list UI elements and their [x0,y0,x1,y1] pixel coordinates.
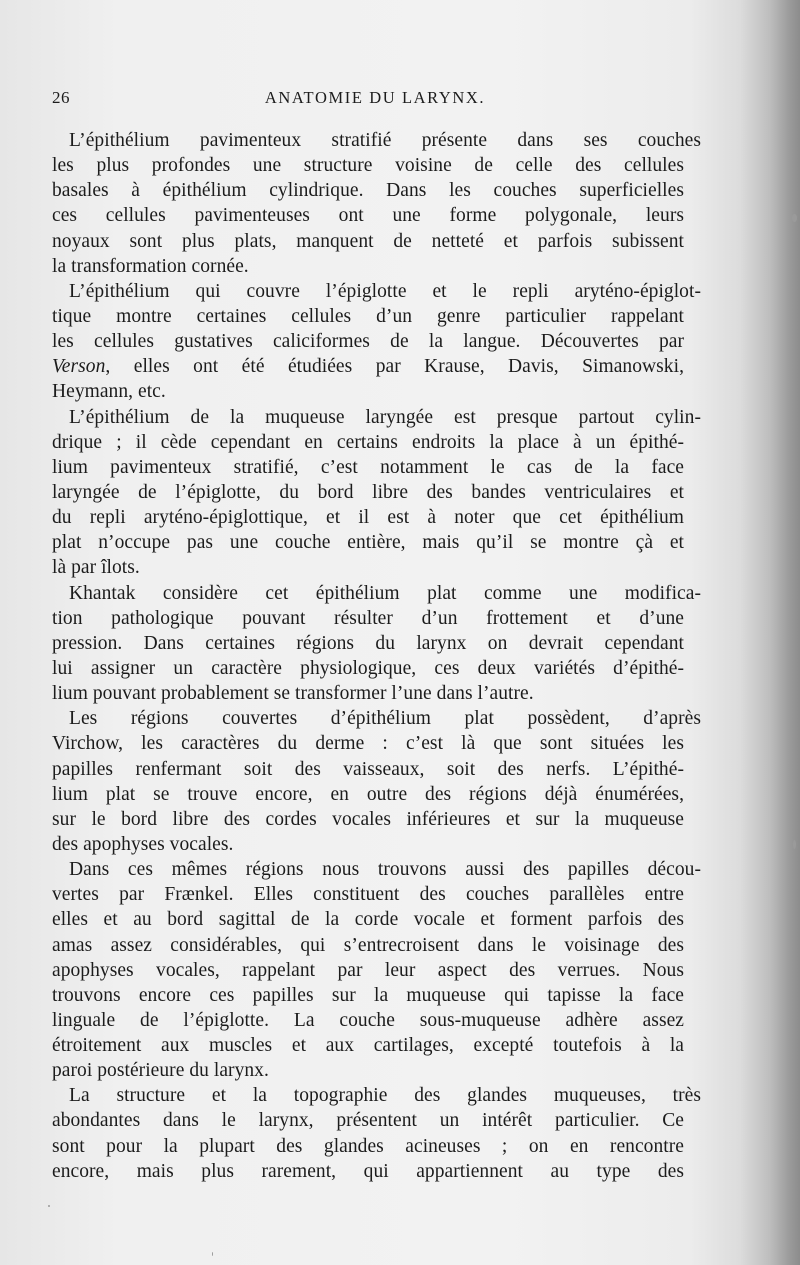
text-line: les plus profondes une structure voisine de celle des cellules [52,155,684,177]
text-line: Dans ces mêmes régions nous trouvons aussi des papilles décou- [69,859,701,881]
text-line: lium pouvant probablement se transformer l’une dans l’autre. [52,683,534,705]
text-line: encore, mais plus rarement, qui appartiennent au type des [52,1160,684,1182]
page-number: 26 [52,88,70,107]
text-line: Verson, elles ont été étudiées par Krause, Davis, Simanowski, [52,356,684,378]
scan-speck [212,1252,213,1256]
text-line: étroitement aux muscles et aux cartilages, excepté toutefois à la [52,1035,684,1057]
text-line: trouvons encore ces papilles sur la muqueuse qui tapisse la face [52,984,684,1006]
paragraph [52,581,701,707]
body-text [52,128,701,1184]
text-line: là par îlots. [52,557,140,579]
text-line: lium plat se trouve encore, en outre des régions déjà énumérées, [52,783,684,805]
paragraph [52,857,701,1083]
text-line: abondantes dans le larynx, présentent un intérêt particulier. Ce [52,1110,684,1132]
paragraph [52,405,701,581]
text-line: laryngée de l’épiglotte, du bord libre des bandes ventriculaires et [52,481,684,503]
text-line: lium pavimenteux stratifié, c’est notamment le cas de la face [52,456,684,478]
text-line: La structure et la topographie des glandes muqueuses, très [69,1085,701,1107]
text-line: plat n’occupe pas une couche entière, mais qu’il se montre çà et [52,532,684,554]
paragraph [52,279,701,405]
text-line: L’épithélium pavimenteux stratifié présente dans ses couches [69,130,701,151]
scan-speck [48,1205,50,1207]
text-line: ces cellules pavimenteuses ont une forme polygonale, leurs [52,205,684,227]
text-line: noyaux sont plus plats, manquent de netteté et parfois subissent [52,230,684,252]
text-line: pression. Dans certaines régions du larynx on devrait cependant [52,632,684,654]
text-line: amas assez considérables, qui s’entrecroisent dans le voisinage des [52,934,684,956]
scan-speck [793,840,796,849]
text-line: tique montre certaines cellules d’un genre particulier rappelant [52,305,684,327]
text-line: apophyses vocales, rappelant par leur aspect des verrues. Nous [52,959,684,981]
text-line: Virchow, les caractères du derme : c’est là que sont situées les [52,733,684,755]
text-line: sont pour la plupart des glandes acineuses ; on en rencontre [52,1135,684,1157]
text-line: L’épithélium qui couvre l’épiglotte et le repli aryténo-épiglot- [69,280,701,302]
running-title: ANATOMIE DU LARYNX. [264,88,486,107]
text-line: Heymann, etc. [52,381,166,403]
text-line: les cellules gustatives caliciformes de la langue. Découvertes par [52,331,684,353]
text-line: drique ; il cède cependant en certains endroits la place à un épithé- [52,431,684,453]
text-line: Khantak considère cet épithélium plat comme une modifica- [69,582,701,604]
text-line: lui assigner un caractère physiologique, ces deux variétés d’épithé- [52,657,684,679]
text-line: vertes par Frænkel. Elles constituent des couches parallèles entre [52,884,684,906]
paragraph [52,128,701,279]
text-line: tion pathologique pouvant résulter d’un frottement et d’une [52,607,684,629]
text-line: sur le bord libre des cordes vocales inférieures et sur la muqueuse [52,808,684,830]
page-header [52,88,688,112]
text-line: L’épithélium de la muqueuse laryngée est presque partout cylin- [69,406,701,428]
paragraph [52,1083,701,1184]
italic-author-name: Verson [52,356,106,378]
text-line: Les régions couvertes d’épithélium plat possèdent, d’après [69,708,701,730]
text-line: linguale de l’épiglotte. La couche sous-muqueuse adhère assez [52,1009,684,1031]
text-line: la transformation cornée. [52,255,249,277]
text-line: elles et au bord sagittal de la corde vocale et forment parfois des [52,909,684,931]
text-line: des apophyses vocales. [52,833,234,855]
text-line: papilles renfermant soit des vaisseaux, soit des nerfs. L’épithé- [52,758,684,780]
paragraph [52,706,701,857]
text-line: basales à épithélium cylindrique. Dans les couches superficielles [52,180,684,202]
text-line: paroi postérieure du larynx. [52,1060,269,1082]
text-line: du repli aryténo-épiglottique, et il est à noter que cet épithélium [52,507,684,529]
scan-speck [792,214,797,222]
